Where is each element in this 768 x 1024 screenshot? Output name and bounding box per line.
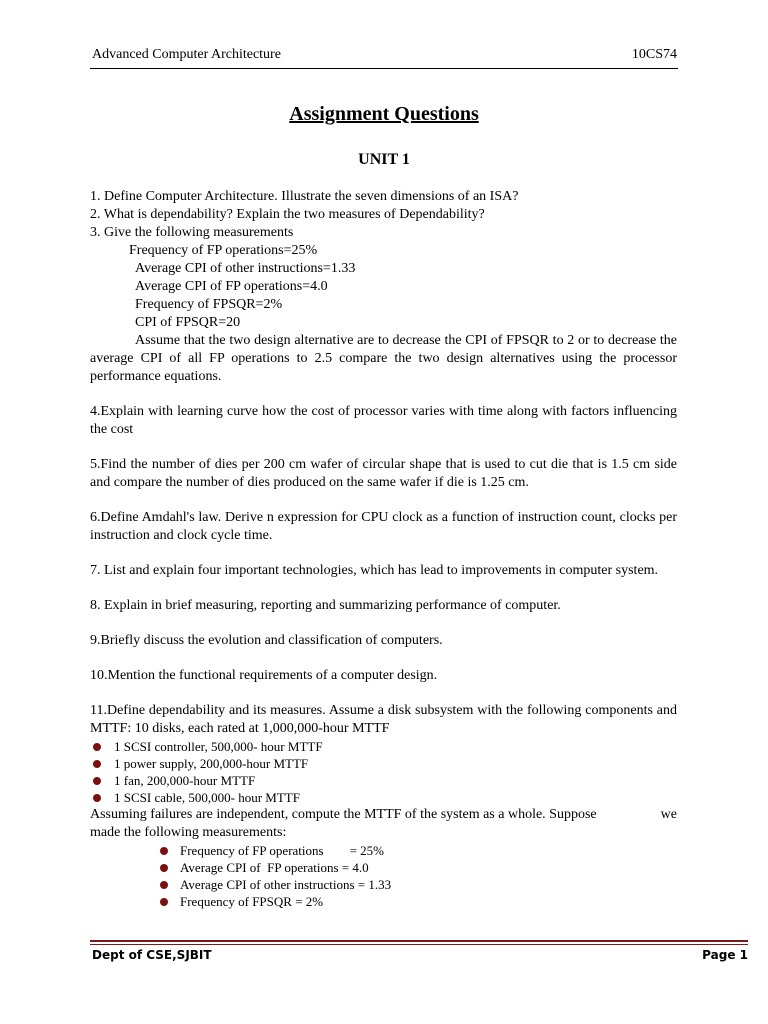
q3-measurement: CPI of FPSQR=20 xyxy=(135,315,241,330)
bullet-icon xyxy=(93,794,101,802)
page-title: Assignment Questions xyxy=(289,103,479,125)
question-11-assume xyxy=(90,806,677,824)
question-5: 5.Find the number of dies per 200 cm wafer of circular shape that is used to cut die that is 1.5 cm side and compare the number of dies produced on the same wafer if die is 1.25 cm. xyxy=(90,457,677,490)
footer-department: Dept of CSE,SJBIT xyxy=(92,948,212,962)
question-7: 7. List and explain four important technologies, which has lead to improvements in computer system. xyxy=(90,563,659,578)
question-1: 1. Define Computer Architecture. Illustrate the seven dimensions of an ISA? xyxy=(90,189,519,204)
q3-measurement: Average CPI of FP operations=4.0 xyxy=(135,279,328,294)
q11-measurement-text: Average CPI of other instructions = 1.33 xyxy=(180,877,392,892)
q11-component-item xyxy=(90,738,677,755)
footer-divider-thick xyxy=(90,940,748,942)
question-3-body: Assume that the two design alternative are to decrease the CPI of FPSQR to 2 or to decrease the average CPI of all FP operations to 2.5 compare the two design alternatives using the processor performance equations. xyxy=(90,333,677,384)
question-list xyxy=(90,188,677,910)
unit-heading: UNIT 1 xyxy=(358,151,410,168)
bullet-icon xyxy=(93,777,101,785)
q11-measurement-item xyxy=(90,893,677,910)
q11-measurement-text: Frequency of FPSQR = 2% xyxy=(180,894,324,909)
footer-page-number: Page 1 xyxy=(702,948,748,962)
question-3-intro: 3. Give the following measurements xyxy=(90,225,294,240)
question-9: 9.Briefly discuss the evolution and classification of computers. xyxy=(90,633,443,648)
q3-measurement: Frequency of FP operations=25% xyxy=(129,243,318,258)
q11-measurement-item xyxy=(90,842,677,859)
bullet-icon xyxy=(93,743,101,751)
q11-component-text: 1 SCSI cable, 500,000- hour MTTF xyxy=(114,790,300,805)
header-divider xyxy=(90,68,678,69)
question-4: 4.Explain with learning curve how the cost of processor varies with time along with factors influencing the cost xyxy=(90,404,677,437)
q11-component-text: 1 fan, 200,000-hour MTTF xyxy=(114,773,256,788)
header-course-title: Advanced Computer Architecture xyxy=(92,47,281,62)
q11-component-item xyxy=(90,789,677,806)
q11-measurement-item xyxy=(90,876,677,893)
bullet-icon xyxy=(160,847,168,855)
question-6: 6.Define Amdahl's law. Derive n expression for CPU clock as a function of instruction count, clocks per instruction and clock cycle time. xyxy=(90,510,677,543)
q11-measurement-text: Frequency of FP operations = 25% xyxy=(180,843,384,858)
question-11-made: made the following measurements: xyxy=(90,825,287,840)
q11-component-item xyxy=(90,772,677,789)
question-8: 8. Explain in brief measuring, reporting and summarizing performance of computer. xyxy=(90,598,561,613)
q11-component-text: 1 power supply, 200,000-hour MTTF xyxy=(114,756,309,771)
question-2: 2. What is dependability? Explain the two measures of Dependability? xyxy=(90,207,485,222)
q11-measurement-item xyxy=(90,859,677,876)
q11-component-text: 1 SCSI controller, 500,000- hour MTTF xyxy=(114,739,323,754)
q3-measurement: Frequency of FPSQR=2% xyxy=(135,297,283,312)
q11-component-item xyxy=(90,755,677,772)
q11-measurement-text: Average CPI of FP operations = 4.0 xyxy=(180,860,369,875)
q3-measurement: Average CPI of other instructions=1.33 xyxy=(135,261,356,276)
q11-assume-text: Assuming failures are independent, compute the MTTF of the system as a whole. Suppose xyxy=(90,807,597,822)
question-10: 10.Mention the functional requirements of a computer design. xyxy=(90,668,438,683)
header-course-code: 10CS74 xyxy=(631,47,677,62)
bullet-icon xyxy=(160,864,168,872)
bullet-icon xyxy=(160,881,168,889)
q11-we-text: we xyxy=(660,807,677,822)
question-11-intro: 11.Define dependability and its measures. Assume a disk subsystem with the following components and MTTF: 10 disks, each rated at 1,000,000-hour MTTF xyxy=(90,703,677,736)
bullet-icon xyxy=(93,760,101,768)
bullet-icon xyxy=(160,898,168,906)
footer-divider-thin xyxy=(90,944,748,945)
